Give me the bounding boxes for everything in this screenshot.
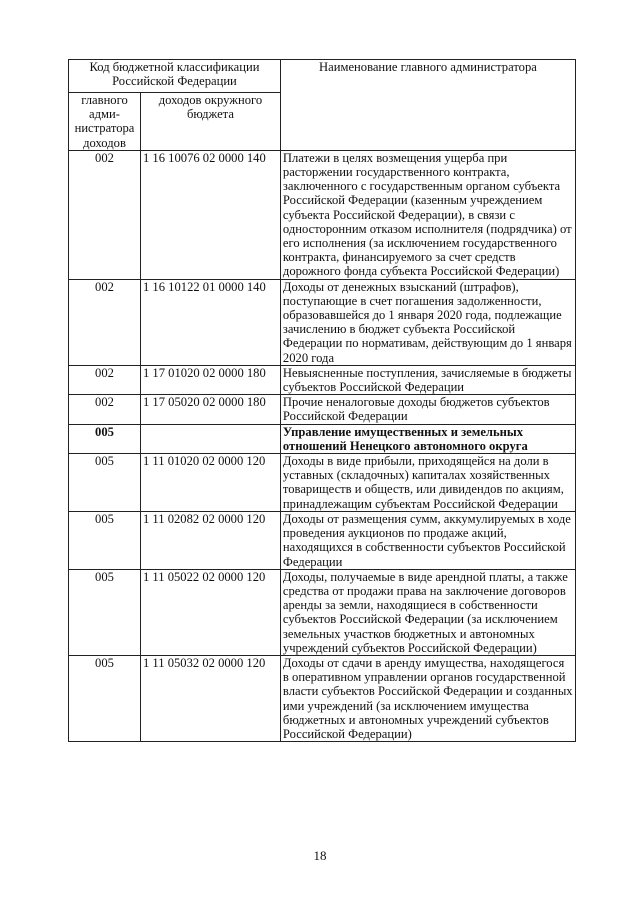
budget-code-cell: 1 16 10076 02 0000 140 — [140, 150, 280, 279]
admin-code-cell: 005 — [69, 424, 141, 453]
header-district-budget-revenue: доходов окружного бюджета — [140, 93, 280, 151]
budget-code-cell: 1 16 10122 01 0000 140 — [140, 279, 280, 365]
table-body — [69, 150, 576, 741]
admin-code-cell: 002 — [69, 365, 141, 394]
table-row — [69, 365, 576, 394]
revenue-name-cell: Доходы от размещения сумм, аккумулируемых в ходе проведения аукционов по продаже акций, находящихся в собственности субъектов Российской Федерации — [280, 511, 575, 569]
revenue-name-cell: Управление имущественных и земельных отношений Ненецкого автономного округа — [280, 424, 575, 453]
budget-code-cell: 1 11 05022 02 0000 120 — [140, 569, 280, 655]
budget-code-cell — [140, 424, 280, 453]
budget-code-cell: 1 17 01020 02 0000 180 — [140, 365, 280, 394]
table-row — [69, 395, 576, 424]
admin-code-cell: 005 — [69, 454, 141, 512]
header-administrator-name: Наименование главного администратора — [280, 60, 575, 151]
admin-code-cell: 002 — [69, 150, 141, 279]
revenue-name-cell: Прочие неналоговые доходы бюджетов субъектов Российской Федерации — [280, 395, 575, 424]
revenue-name-cell: Доходы в виде прибыли, приходящейся на доли в уставных (складочных) капиталах хозяйственных товариществ и обществ, или дивидендов по акциям, принадлежащим субъектам Российской Федерации — [280, 454, 575, 512]
revenue-classification-table — [68, 59, 576, 742]
table-row — [69, 424, 576, 453]
header-row-top — [69, 60, 576, 93]
budget-code-cell: 1 11 01020 02 0000 120 — [140, 454, 280, 512]
revenue-name-cell: Невыясненные поступления, зачисляемые в бюджеты субъектов Российской Федерации — [280, 365, 575, 394]
admin-code-cell: 002 — [69, 279, 141, 365]
table-row — [69, 279, 576, 365]
budget-code-cell: 1 11 05032 02 0000 120 — [140, 655, 280, 741]
admin-code-cell: 005 — [69, 511, 141, 569]
table-row — [69, 655, 576, 741]
admin-code-cell: 002 — [69, 395, 141, 424]
admin-code-cell: 005 — [69, 655, 141, 741]
revenue-name-cell: Доходы, получаемые в виде арендной платы, а также средства от продажи права на заключение договоров аренды за земли, находящиеся в собственности субъектов Российской Федерации (за исключением земельных участков бюджетных и автономных учреждений субъектов Российской Федерации) — [280, 569, 575, 655]
header-main-administrator: главного адми-нистратора доходов — [69, 93, 141, 151]
page-number: 18 — [313, 848, 327, 863]
revenue-name-cell: Платежи в целях возмещения ущерба при расторжении государственного контракта, заключенного с государственным органом субъекта Российской Федерации (казенным учреждением субъекта Российской Федерации), в связи с односторонним отказом исполнителя (подрядчика) от его исполнения (за исключением государственного контракта, финансируемого за счет средств дорожного фонда субъекта Российской Федерации) — [280, 150, 575, 279]
revenue-name-cell: Доходы от сдачи в аренду имущества, находящегося в оперативном управлении органов государственной власти субъектов Российской Федерации и созданных ими учреждений (за исключением имущества бюджетных и автономных учреждений субъектов Российской Федерации) — [280, 655, 575, 741]
table-row — [69, 454, 576, 512]
budget-code-cell: 1 11 02082 02 0000 120 — [140, 511, 280, 569]
table-row — [69, 511, 576, 569]
budget-code-cell: 1 17 05020 02 0000 180 — [140, 395, 280, 424]
header-budget-classification-code: Код бюджетной классификации Российской Федерации — [69, 60, 281, 93]
table-row — [69, 569, 576, 655]
table-row — [69, 150, 576, 279]
admin-code-cell: 005 — [69, 569, 141, 655]
revenue-name-cell: Доходы от денежных взысканий (штрафов), поступающие в счет погашения задолженности, образовавшейся до 1 января 2020 года, подлежащие зачислению в бюджет субъекта Российской Федерации по нормативам, действующим до 1 января 2020 года — [280, 279, 575, 365]
